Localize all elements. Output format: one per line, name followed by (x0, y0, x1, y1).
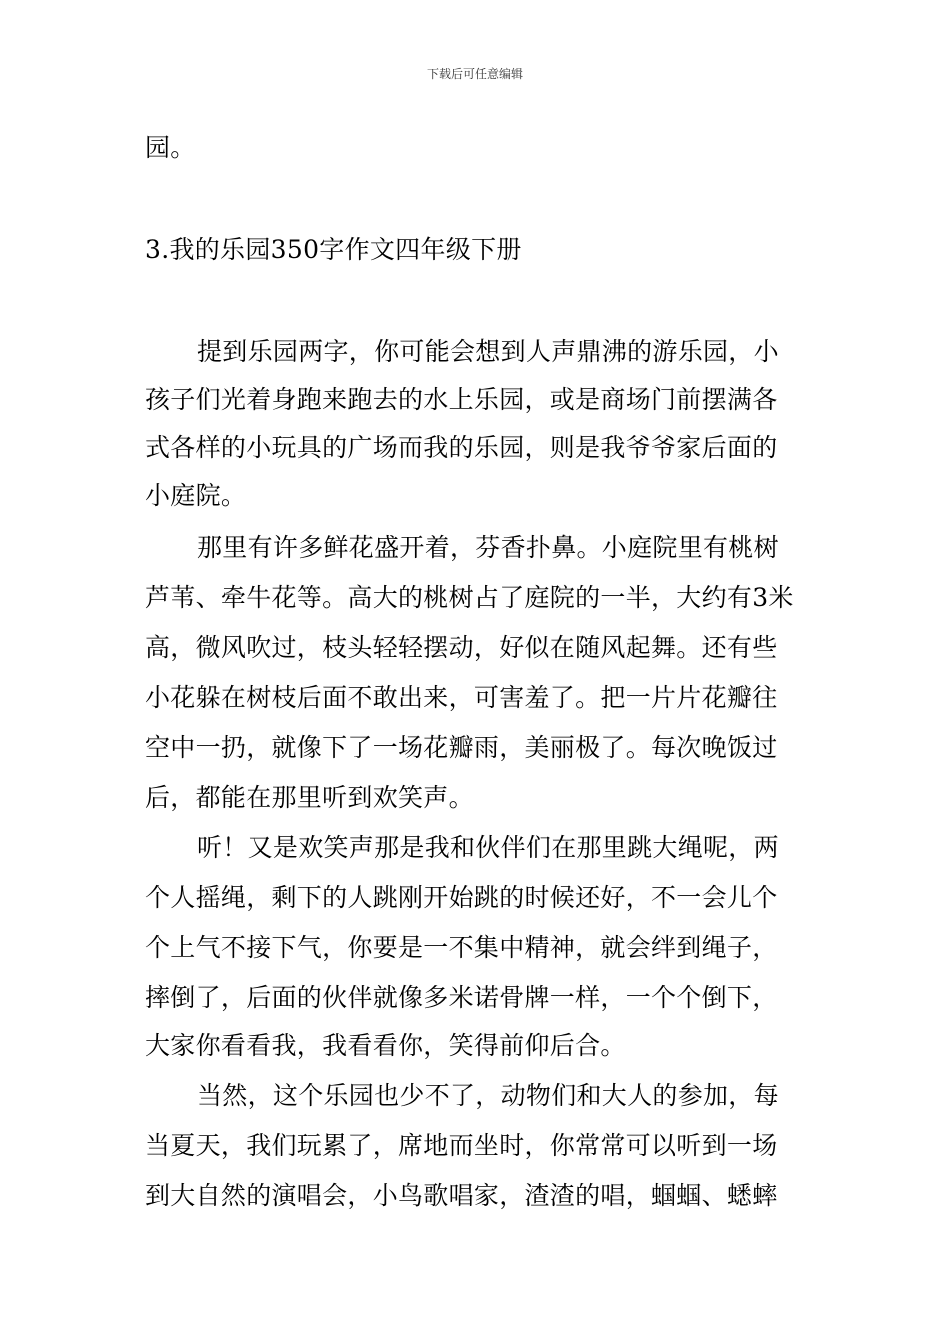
text-line: 个上气不接下气，你要是一不集中精神，就会绊到绳子， (145, 933, 778, 962)
text-line: 芦苇、牵牛花等。高大的桃树占了庭院的一半，大约有3米 (145, 583, 794, 612)
text-line: 听！又是欢笑声那是我和伙伴们在那里跳大绳呢，两 (197, 833, 779, 862)
text-line: 当夏天，我们玩累了，席地而坐时，你常常可以听到一场 (145, 1131, 778, 1160)
text-line: 大家你看看我，我看看你，笑得前仰后合。 (145, 1031, 626, 1060)
header-note: 下载后可任意编辑 (426, 67, 523, 81)
text-line: 孩子们光着身跑来跑去的水上乐园，或是商场门前摆满各 (145, 385, 778, 414)
section-heading: 3.我的乐园350字作文四年级下册 (145, 235, 522, 264)
text-line: 当然，这个乐园也少不了，动物们和大人的参加，每 (197, 1081, 779, 1110)
text-line: 高，微风吹过，枝头轻轻摆动，好似在随风起舞。还有些 (145, 633, 778, 662)
text-line: 摔倒了，后面的伙伴就像多米诺骨牌一样，一个个倒下， (145, 983, 778, 1012)
text-line: 个人摇绳，剩下的人跳刚开始跳的时候还好，不一会儿个 (145, 883, 778, 912)
text-line: 提到乐园两字，你可能会想到人声鼎沸的游乐园，小 (197, 337, 779, 366)
text-line: 小庭院。 (145, 481, 247, 510)
text-line: 那里有许多鲜花盛开着，芬香扑鼻。小庭院里有桃树 (197, 533, 779, 562)
text-line: 式各样的小玩具的广场而我的乐园，则是我爷爷家后面的 (145, 433, 778, 462)
text-line: 到大自然的演唱会，小鸟歌唱家，渣渣的唱，蝈蝈、蟋蟀 (145, 1181, 778, 1210)
text-line: 后，都能在那里听到欢笑声。 (145, 783, 474, 812)
text-line: 园。 (145, 133, 196, 162)
text-line: 小花躲在树枝后面不敢出来，可害羞了。把一片片花瓣往 (145, 683, 778, 712)
text-line: 空中一扔，就像下了一场花瓣雨，美丽极了。每次晚饭过 (145, 733, 778, 762)
